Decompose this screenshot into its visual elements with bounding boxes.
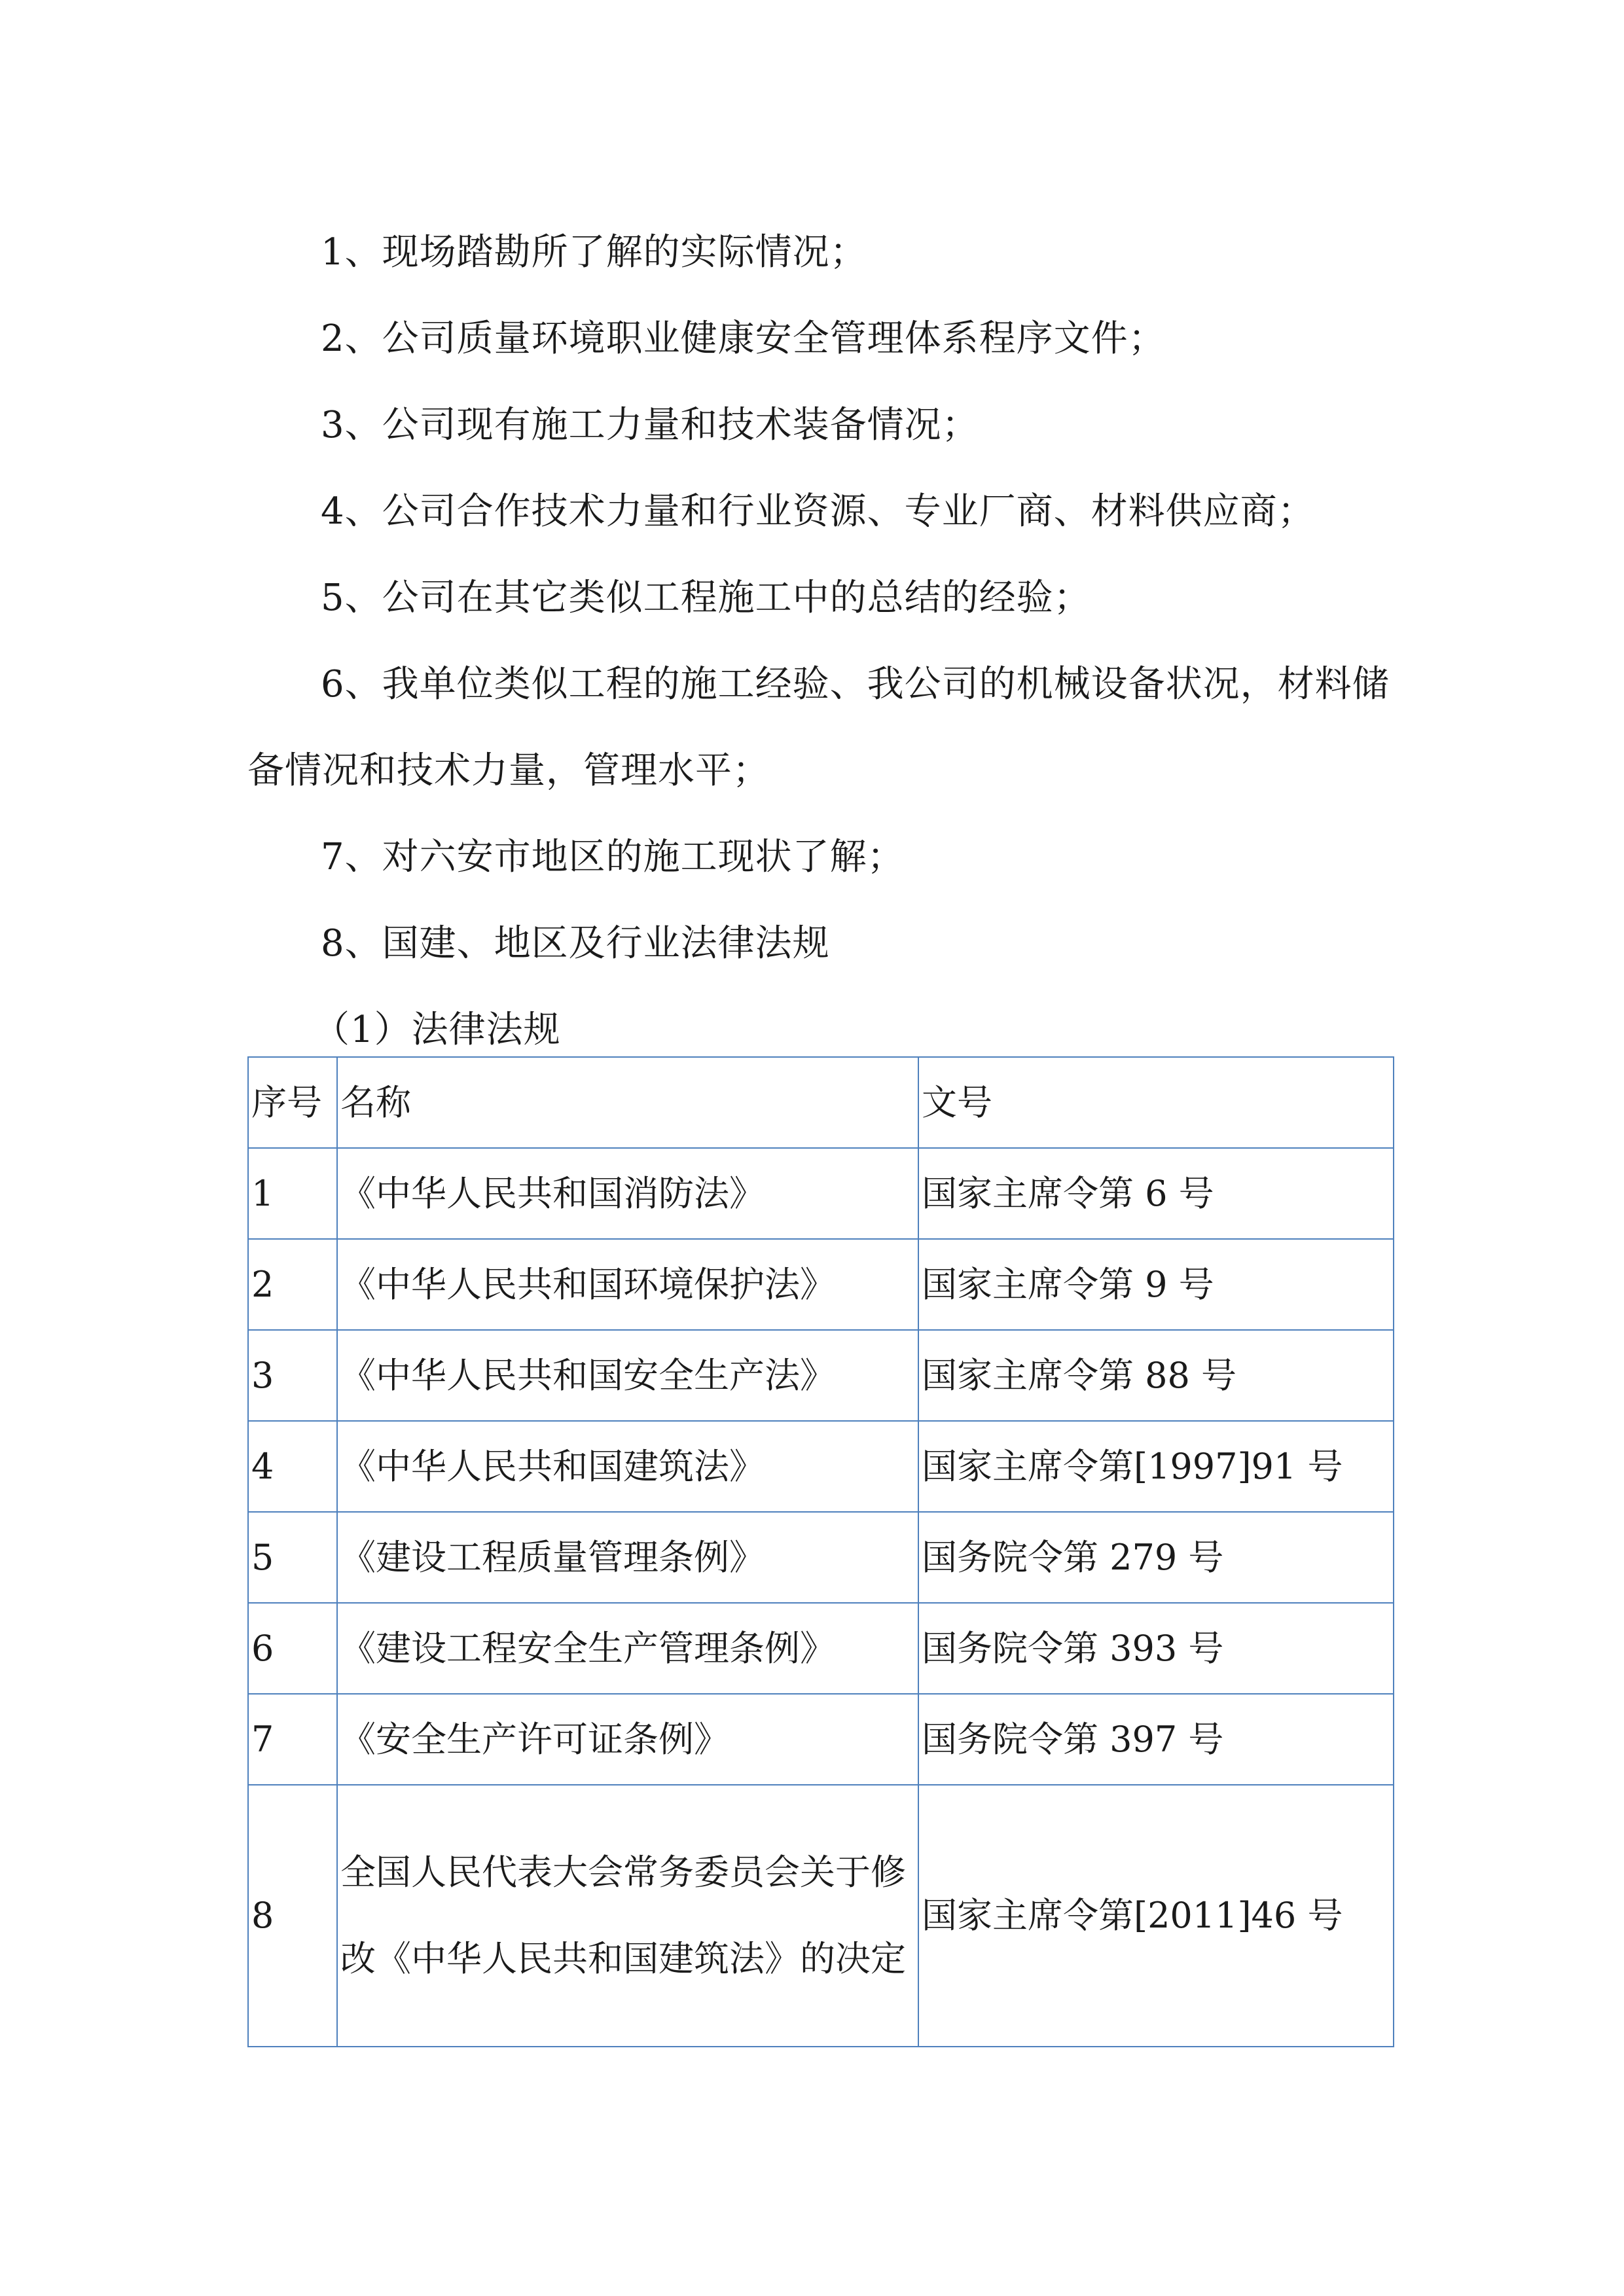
row-number: 2: [248, 1239, 337, 1330]
row-number: 7: [248, 1694, 337, 1785]
table-row: [248, 1694, 1394, 1785]
table-row: [248, 1239, 1394, 1330]
row-number: 3: [248, 1330, 337, 1421]
table-header-row: [248, 1057, 1394, 1148]
row-law-name: 《建设工程安全生产管理条例》: [337, 1603, 918, 1694]
basis-item-5: 5、公司在其它类似工程施工中的总结的经验；: [321, 577, 1091, 619]
basis-item-7: 7、对六安市地区的施工现状了解；: [321, 836, 905, 878]
row-number: 8: [248, 1785, 337, 2047]
row-document-number: 国家主席令第 6 号: [918, 1148, 1394, 1239]
row-document-number: 国家主席令第[2011]46 号: [918, 1785, 1394, 2047]
basis-item-8: 8、国建、地区及行业法律法规: [321, 922, 830, 965]
basis-item-4: 4、公司合作技术力量和行业资源、专业厂商、材料供应商；: [321, 490, 1315, 533]
row-law-name: 《中华人民共和国建筑法》: [337, 1421, 918, 1512]
row-law-name: 《中华人民共和国安全生产法》: [337, 1330, 918, 1421]
row-law-name: 《中华人民共和国环境保护法》: [337, 1239, 918, 1330]
row-document-number: 国务院令第 279 号: [918, 1512, 1394, 1603]
basis-item-3: 3、公司现有施工力量和技术装备情况；: [321, 404, 979, 446]
header-name: 名称: [337, 1057, 918, 1148]
row-document-number: 国家主席令第 9 号: [918, 1239, 1394, 1330]
row-document-number: 国务院令第 393 号: [918, 1603, 1394, 1694]
header-document-number: 文号: [918, 1057, 1394, 1148]
document-body: [247, 209, 1393, 1073]
row-law-name: 全国人民代表大会常务委员会关于修改《中华人民共和国建筑法》的决定: [337, 1785, 918, 2047]
basis-item-2: 2、公司质量环境职业健康安全管理体系程序文件；: [321, 317, 1166, 360]
row-number: 1: [248, 1148, 337, 1239]
table-row: [248, 1421, 1394, 1512]
row-number: 5: [248, 1512, 337, 1603]
table-row: [248, 1330, 1394, 1421]
laws-subheading: （1）法律法规: [313, 1009, 561, 1051]
table-row: [248, 1512, 1394, 1603]
row-law-name: 《中华人民共和国消防法》: [337, 1148, 918, 1239]
row-law-name: 《安全生产许可证条例》: [337, 1694, 918, 1785]
row-number: 4: [248, 1421, 337, 1512]
table-row: [248, 1148, 1394, 1239]
row-law-name: 《建设工程质量管理条例》: [337, 1512, 918, 1603]
row-number: 6: [248, 1603, 337, 1694]
row-document-number: 国家主席令第[1997]91 号: [918, 1421, 1394, 1512]
table-row: [248, 1603, 1394, 1694]
row-document-number: 国家主席令第 88 号: [918, 1330, 1394, 1421]
basis-item-1: 1、现场踏勘所了解的实际情况；: [321, 231, 867, 274]
row-document-number: 国务院令第 397 号: [918, 1694, 1394, 1785]
header-number: 序号: [248, 1057, 337, 1148]
table-row: [248, 1785, 1394, 2047]
laws-table: [247, 1056, 1394, 2047]
basis-item-6: 6、我单位类似工程的施工经验、我公司的机械设备状况，材料储备情况和技术力量，管理水平；: [247, 663, 1390, 792]
